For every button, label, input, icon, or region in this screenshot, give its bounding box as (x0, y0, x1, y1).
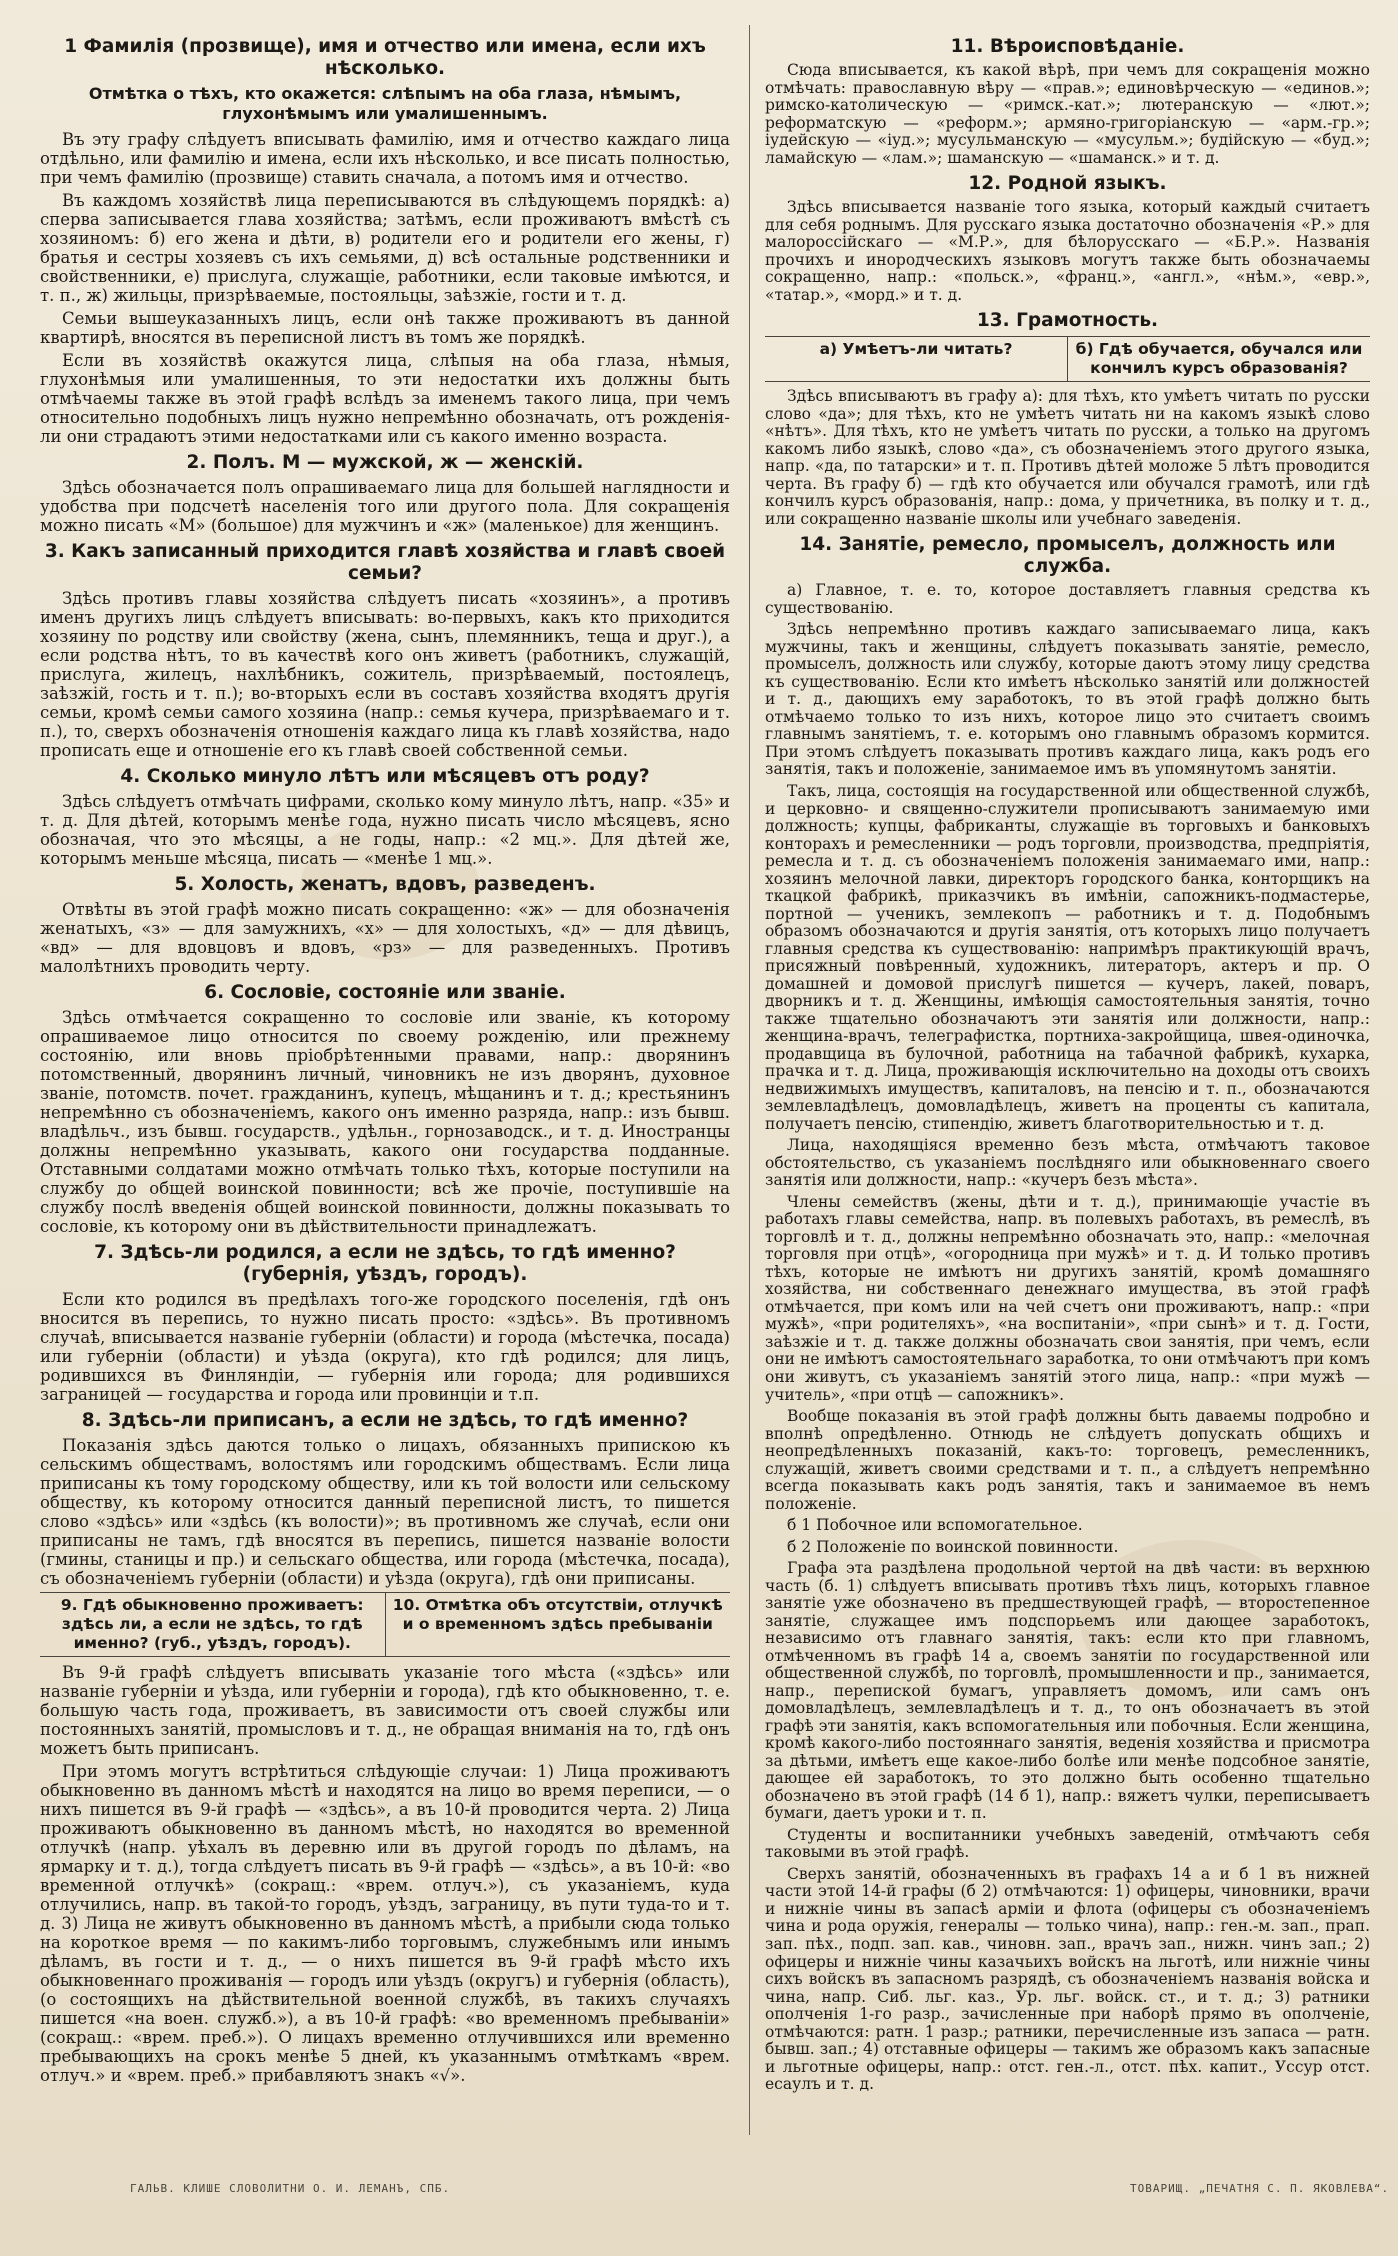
paragraph: Показанія здѣсь даются только о лицахъ, обязанныхъ припискою къ сельскимъ обществамъ, волостямъ или городскимъ обществамъ. Если лица приписаны къ тому городскому обществу, или къ той волости или сельскому обществу, къ которому относится данный переписной листъ, то пишется слово «здѣсь» или «здѣсь (къ волости)»; въ противномъ же случаѣ, если они приписаны не тамъ, гдѣ вносятся въ перепись, пишется названіе волости (гмины, станицы и пр.) и сельскаго общества, или города (мѣстечка, посада), съ обозначеніемъ губерніи (области) и уѣзда (округа), гдѣ они приписаны. (40, 1436, 730, 1588)
section-heading: 8. Здѣсь-ли приписанъ, а если не здѣсь, то гдѣ именно? (81, 1410, 689, 1431)
split-header-cell: а) Умѣетъ-ли читать? (819, 340, 1013, 359)
paragraph: Здѣсь противъ главы хозяйства слѣдуетъ писать «хозяинъ», а противъ именъ другихъ лицъ слѣдуетъ вписывать: во-первыхъ, какъ кто приходится хозяину по родству или свойству (жена, сынъ, племянникъ, теща и друг.), а если родства нѣтъ, то въ качествѣ кого онъ живетъ (работникъ, служащій, прислуга, жилецъ, нахлѣбникъ, сожитель, призрѣваемый, постоялецъ, заѣзжій, гость и т. п.); во-вторыхъ если въ составъ хозяйства входятъ другія семьи, кромѣ семьи самого хозяина (напр.: семья кучера, призрѣваемаго и т. п.), то, сверхъ обозначенія отношенія каждаго лица къ главѣ хозяйства, надо прописать еще и отношеніе его къ главѣ своей собственной семьи. (40, 589, 730, 760)
paragraph: Члены семействъ (жены, дѣти и т. д.), принимающіе участіе въ работахъ главы семейства, напр. въ полевыхъ работахъ, въ ремеслѣ, въ торговлѣ и т. д., должны непремѣнно обозначать это, напр.: «мелочная торговля при отцѣ», «огородница при мужѣ» и т. д. И только противъ тѣхъ, которые не имѣютъ ни другихъ занятій, кромѣ домашняго хозяйства, ни собственнаго денежнаго имущества, въ этой графѣ отмѣчается, при комъ или на чей счетъ они проживаютъ, напр.: «при мужѣ», «при родителяхъ», «на воспитаніи», «при сынѣ» и т. д. Гости, заѣзжіе и т. д. также должны обозначать свои занятія, при чемъ, если они не имѣютъ самостоятельнаго заработка, то они отмѣчаютъ при комъ они живутъ, съ указаніемъ занятій этого лица, напр.: «при мужѣ — учитель», «при отцѣ — сапожникъ». (765, 1192, 1370, 1404)
section-heading: 13. Грамотность. (976, 310, 1159, 332)
paragraph: Въ каждомъ хозяйствѣ лица переписываются въ слѣдующемъ порядкѣ: а) сперва записывается глава хозяйства; затѣмъ, если проживаютъ вмѣстѣ съ хозяиномъ: б) его жена и дѣти, в) родители его и родители его жены, г) братья и сестры хозяевъ съ ихъ семьями, д) всѣ остальные родственники и свойственники, е) прислуга, служащіе, работники, если таковые имѣются, и т. п., ж) жильцы, призрѣваемые, постояльцы, заѣзжіе, гости и т. д. (40, 191, 730, 305)
paragraph: Студенты и воспитанники учебныхъ заведеній, отмѣчаютъ себя таковыми въ этой графѣ. (765, 1825, 1370, 1862)
paragraph: Если кто родился въ предѣлахъ того-же городского поселенія, гдѣ онъ вносится въ перепись, то нужно писать просто: «здѣсь». Въ противномъ случаѣ, вписывается названіе губерніи (области) и города (мѣстечка, посада) или губерніи (области) и уѣзда (округа), кто гдѣ родился; для лицъ, родившихся въ Финляндіи, — губернія или города; для родившихся заграницей — государства и города или провинціи и т.п. (40, 1290, 730, 1404)
section-heading: 1 Фамилія (прозвище), имя и отчество или имена, если ихъ нѣсколько. (64, 36, 706, 79)
paragraph: б 1 Побочное или вспомогательное. (787, 1516, 1083, 1535)
column-divider (749, 25, 750, 2135)
paragraph: Если въ хозяйствѣ окажутся лица, слѣпыя на оба глаза, нѣмыя, глухонѣмыя или умалишенныя, то эти недостатки ихъ должны быть отмѣчаемы также въ этой графѣ вслѣдъ за именемъ такого лица, при чемъ относительно подобныхъ лицъ нужно непремѣнно обозначать, отъ рожденія-ли они страдаютъ этими недостатками или съ какого именно возраста. (40, 351, 730, 446)
paragraph: Здѣсь слѣдуетъ отмѣчать цифрами, сколько кому минуло лѣтъ, напр. «35» и т. д. Для дѣтей, которымъ менѣе года, нужно писать число мѣсяцевъ, ясно обозначая, что это мѣсяцы, а не годы, напр.: «2 мц.». Для дѣтей же, которымъ меньше мѣсяца, писать — «менѣе 1 мц.». (40, 792, 730, 868)
right-column (765, 30, 1370, 2140)
section-heading: 11. Вѣроисповѣданіе. (950, 36, 1185, 57)
section-heading: 14. Занятіе, ремесло, промыселъ, должность или служба. (799, 534, 1336, 578)
paragraph: Лица, находящіяся временно безъ мѣста, отмѣчаютъ таковое обстоятельство, съ указаніемъ послѣдняго или обыкновеннаго своего занятія или должности, напр.: «кучеръ безъ мѣста». (765, 1136, 1370, 1190)
printer-credit-left: ГАЛЬВ. КЛИШЕ СЛОВОЛИТНИ О. И. ЛЕМАНЪ, СПБ. (130, 2182, 451, 2195)
paragraph: Здѣсь вписывается названіе того языка, который каждый считаетъ для себя роднымъ. Для русскаго языка достаточно обозначенія «Р.» для малороссійскаго — «М.Р.», для бѣлорусскаго — «Б.Р.». Названія прочихъ и инородческихъ языковъ могутъ также быть обозначаемы сокращенно, напр.: «польск.», «франц.», «англ.», «нѣм.», «евр.», «татар.», «морд.» и т. д. (765, 198, 1370, 304)
paragraph: Здѣсь обозначается полъ опрашиваемаго лица для большей наглядности и удобства при подсчетѣ населенія того или другого пола. Для сокращенія можно писать «М» (большое) для мужчинъ и «ж» (маленькое) для женщинъ. (40, 478, 730, 535)
split-header-cell: б) Гдѣ обучается, обучался или кончилъ курсъ образованія? (1067, 337, 1370, 381)
paragraph: Въ 9-й графѣ слѣдуетъ вписывать указаніе того мѣста («здѣсь» или названіе губерніи и уѣзда, или губерніи и города), гдѣ кто обыкновенно, т. е. большую часть года, проживаетъ, въ зависимости отъ своей службы или постоянныхъ занятій, промысловъ и т. д., не обращая вниманія на то, гдѣ онъ можетъ быть приписанъ. (40, 1663, 730, 1758)
paragraph: Такъ, лица, состоящія на государственной или общественной службѣ, и церковно- и священно-служители прописываютъ занимаемую ими должность; купцы, фабриканты, служащіе въ торговыхъ и банковыхъ конторахъ и ремесленники — родъ торговли, производства, предпріятія, ремесла и т. д. съ обозначеніемъ положенія занимаемаго ими, напр.: хозяинъ мелочной лавки, директоръ городского банка, конторщикъ на ткацкой фабрикѣ, приказчикъ въ имѣніи, сапожникъ-подмастерье, портной — ученикъ, землекопъ — работникъ и т. д. Подобнымъ образомъ обозначаются и другія занятія, отъ которыхъ лицо получаетъ главныя средства къ существованію: напримѣръ практикующій врачъ, присяжный повѣренный, художникъ, литераторъ, актеръ и пр. О домашней и домовой прислугѣ пишется — кучеръ, лакей, поваръ, дворникъ и т. д. Женщины, имѣющія самостоятельныя занятія, точно также тщательно обозначаютъ эти занятія или должности, напр.: женщина-врачъ, телеграфистка, портниха-закройщица, швея-одиночка, продавщица въ булочной, работница на табачной фабрикѣ, кухарка, прачка и т. д. Лица, проживающія исключительно на доходы отъ своихъ недвижимыхъ имуществъ, капиталовъ, на пенсію и т. п., обозначаются землевладѣлецъ, домовладѣлецъ, живетъ на проценты съ капитала, получаетъ пенсію, стипендію, живетъ благотворительностью и т. д. (765, 781, 1370, 1133)
split-header (40, 1592, 730, 1657)
paragraph: Сюда вписывается, къ какой вѣрѣ, при чемъ для сокращенія можно отмѣчать: православную вѣру — «прав.»; единовѣрческую — «единов.»; римско-католическую — «римск.-кат.»; лютеранскую — «лют.»; реформатскую — «реформ.»; армяно-григоріанскую — «арм.-гр.»; іудейскую — «іуд.»; мусульманскую — «мусульм.»; будійскую — «буд.»; ламайскую — «лам.»; шаманскую — «шаманск.» и т. д. (765, 61, 1370, 167)
paragraph: Здѣсь непремѣнно противъ каждаго записываемаго лица, какъ мужчины, такъ и женщины, слѣдуетъ показывать занятіе, ремесло, промыселъ, должность или службу, которые даютъ этому лицу средства къ существованію. Если кто имѣетъ нѣсколько занятій или должностей и т. д., дающихъ ему заработокъ, то въ этой графѣ должно быть отмѣчаемо только то изъ нихъ, которое лицо это считаетъ своимъ главнымъ занятіемъ, т. е. которымъ оно главнымъ образомъ кормится. При этомъ слѣдуетъ показывать противъ каждаго лица, какъ родъ его занятія, такъ и положеніе, занимаемое имъ въ упомянутомъ занятіи. (765, 620, 1370, 779)
paragraph: При этомъ могутъ встрѣтиться слѣдующіе случаи: 1) Лица проживаютъ обыкновенно въ данномъ мѣстѣ и находятся на лицо во время переписи, — о нихъ пишется въ 9-й графѣ — «здѣсь», а въ 10-й проводится черта. 2) Лица проживаютъ обыкновенно въ данномъ мѣстѣ, но находятся во временной отлучкѣ (напр. уѣхалъ въ деревню или въ другой городъ по дѣламъ, на ярмарку и т. д.), тогда слѣдуетъ писать въ 9-й графѣ — «здѣсь», а въ 10-й: «во временной отлучкѣ» (сокращ.: «врем. отлуч.»), съ указаніемъ, куда отлучились, напр. въ такой-то городъ, уѣздъ, заграницу, въ пути туда-то и т. д. 3) Лица не живутъ обыкновенно въ данномъ мѣстѣ, а прибыли сюда только на короткое время — по какимъ-либо торговымъ, служебнымъ или инымъ дѣламъ, въ гости и т. д., — о нихъ пишется въ 9-й графѣ мѣсто ихъ обыкновеннаго проживанія — городъ или уѣздъ (округъ) и губернія (область), (о состоящихъ на дѣйствительной военной службѣ, въ такихъ случаяхъ пишется «на воен. служб.»), а въ 10-й графѣ: «во временномъ пребываніи» (сокращ.: «врем. преб.»). О лицахъ временно отлучившихся или временно пребывающихъ на срокъ менѣе 5 дней, къ указаннымъ отмѣткамъ «врем. отлуч.» и «врем. преб.» прибавляютъ знакъ «√». (40, 1762, 730, 2085)
section-heading: 4. Сколько минуло лѣтъ или мѣсяцевъ отъ роду? (120, 766, 650, 787)
paragraph: Въ эту графу слѣдуетъ вписывать фамилію, имя и отчество каждаго лица отдѣльно, или фамилію и имена, если ихъ нѣсколько, и все писать полностью, при чемъ фамилію (прозвище) ставить сначала, а потомъ имя и отчество. (40, 130, 730, 187)
left-column (40, 30, 730, 2150)
paragraph: Здѣсь отмѣчается сокращенно то сословіе или званіе, къ которому опрашиваемое лицо относится по своему рожденію, или прежнему состоянію, или вновь пріобрѣтенными правами, напр.: дворянинъ потомственный, дворянинъ личный, чиновникъ не изъ дворянъ, духовное званіе, потомств. почет. гражданинъ, купецъ, мѣщанинъ и т. д.; крестьянинъ непремѣнно съ обозначеніемъ, какого онъ именно разряда, напр.: изъ бывш. владѣльч., изъ бывш. государств., удѣльн., горнозаводск., и т. д. Иностранцы должны непремѣнно указывать, какого они государства подданные. Отставными солдатами можно отмѣчать только тѣхъ, которые поступили на службу до общей воинской повинности; всѣ же прочіе, поступившіе на службу послѣ введенія общей воинской повинности, должны показывать то сословіе, къ которому они въ дѣйствительности принадлежатъ. (40, 1008, 730, 1236)
split-header-cell: 10. Отмѣтка объ отсутствіи, отлучкѣ и о временномъ здѣсь пребываніи (385, 1593, 731, 1656)
paragraph: а) Главное, т. е. то, которое доставляетъ главныя средства къ существованію. (765, 581, 1370, 617)
paragraph: Графа эта раздѣлена продольной чертой на двѣ части: въ верхнюю часть (б. 1) слѣдуетъ вписывать противъ тѣхъ лицъ, которыхъ главное занятіе уже обозначено въ предшествующей графѣ, — второстепенное занятіе, служащее имъ подспорьемъ или дающее заработокъ, независимо отъ главнаго занятія, такъ: если кто при главномъ, отмѣченномъ въ графѣ 14 а, своемъ занятіи по государственной или общественной службѣ, по торговлѣ, промышленности и пр., занимается, напр., перепиской бумагъ, управляетъ домомъ, или самъ онъ домовладѣлецъ, землевладѣлецъ и т. д., то онъ обозначаетъ въ этой графѣ эти занятія, какъ вспомогательныя или побочныя. Если женщина, кромѣ какого-либо постояннаго занятія, веденія хозяйства и присмотра за дѣтьми, имѣетъ еще какое-либо болѣе или менѣе подсобное занятіе, дающее ей заработокъ, то это должно быть особенно тщательно обозначено въ этой графѣ (14 б 1), напр.: вяжетъ чулки, переписываетъ бумаги, даетъ уроки и т. п. (765, 1559, 1370, 1823)
printer-credit-right: ТОВАРИЩ. „ПЕЧАТНЯ С. П. ЯКОВЛЕВА“. (1130, 2182, 1390, 2195)
section-subheading: Отмѣтка о тѣхъ, кто окажется: слѣпымъ на оба глаза, нѣмымъ, глухонѣмымъ или умалишеннымъ. (88, 84, 682, 123)
paragraph: Вообще показанія въ этой графѣ должны быть даваемы подробно и вполнѣ опредѣленно. Отнюдь не слѣдуетъ допускать общихъ и неопредѣленныхъ показаній, какъ-то: торговецъ, ремесленникъ, служащій, живетъ своими средствами и т. п., а слѣдуетъ непремѣнно всегда показывать какъ родъ занятія, такъ и занимаемое въ немъ положеніе. (765, 1407, 1370, 1513)
section-heading: 6. Сословіе, состояніе или званіе. (204, 982, 566, 1003)
section-heading: 2. Полъ. М — мужской, ж — женскій. (186, 452, 584, 473)
paragraph: Сверхъ занятій, обозначенныхъ въ графахъ 14 а и б 1 въ нижней части этой 14-й графы (б 2) отмѣчаются: 1) офицеры, чиновники, врачи и нижніе чины въ запасѣ арміи и флота (офицеры съ обозначеніемъ чина и рода оружія, генералы — только чина), напр.: ген.-м. зап., прап. зап. пѣх., подп. зап. кав., чиновн. зап., врачъ зап., нижн. чинъ зап.; 2) офицеры и нижніе чины казачьихъ войскъ на льготѣ, или нижніе чины сихъ войскъ въ запасномъ разрядѣ, съ обозначеніемъ названія войска и чина, напр. Сиб. льг. каз., Ур. льг. войск. ст., и т. д.; 3) ратники ополченія 1-го разр., зачисленные при наборѣ прямо въ ополченіе, отмѣчаются: ратн. 1 разр.; ратники, перечисленные изъ запаса — ратн. бывш. зап.; 4) отставные офицеры — такимъ же образомъ какъ запасные и льготные офицеры, напр.: отст. ген.-л., отст. пѣх. капит., Уссур отст. есаулъ и т. д. (765, 1864, 1370, 2094)
section-heading: 12. Родной языкъ. (968, 173, 1167, 195)
paragraph: Отвѣты въ этой графѣ можно писать сокращенно: «ж» — для обозначенія женатыхъ, «з» — для замужнихъ, «х» — для холостыхъ, «д» — для дѣвицъ, «вд» — для вдовцовъ и вдовъ, «рз» — для разведенныхъ. Противъ малолѣтнихъ проводить черту. (40, 900, 730, 976)
section-heading: 7. Здѣсь-ли родился, а если не здѣсь, то гдѣ именно? (губернія, уѣздъ, городъ). (94, 1242, 676, 1285)
section-heading: 5. Холость, женатъ, вдовъ, разведенъ. (174, 874, 596, 895)
split-header (765, 336, 1370, 382)
section-heading: 3. Какъ записанный приходится главѣ хозяйства и главѣ своей семьи? (44, 541, 726, 584)
paragraph: Семьи вышеуказанныхъ лицъ, если онѣ также проживаютъ въ данной квартирѣ, вносятся въ переписной листъ въ томъ же порядкѣ. (40, 309, 730, 347)
paragraph: б 2 Положеніе по воинской повинности. (787, 1537, 1119, 1556)
split-header-cell: 9. Гдѣ обыкновенно проживаетъ: здѣсь ли, а если не здѣсь, то гдѣ именно? (губ., уѣздъ, городъ). (60, 1596, 364, 1652)
paragraph: Здѣсь вписываютъ въ графу а): для тѣхъ, кто умѣетъ читать по русски слово «да»; для тѣхъ, кто не умѣетъ читать ни на какомъ языкѣ слово «нѣтъ». Для тѣхъ, кто не умѣетъ читать по русски, а только на другомъ какомъ либо языкѣ, слово «да», съ обозначеніемъ этого другого языка, напр. «да, по татарски» и т. п. Противъ дѣтей моложе 5 лѣтъ проводится черта. Въ графу б) — гдѣ кто обучается или обучался грамотѣ, или гдѣ кончилъ курсъ образованія, напр.: дома, у причетника, въ полку и т. д., или сокращенно названіе школы или учебнаго заведенія. (765, 387, 1370, 528)
